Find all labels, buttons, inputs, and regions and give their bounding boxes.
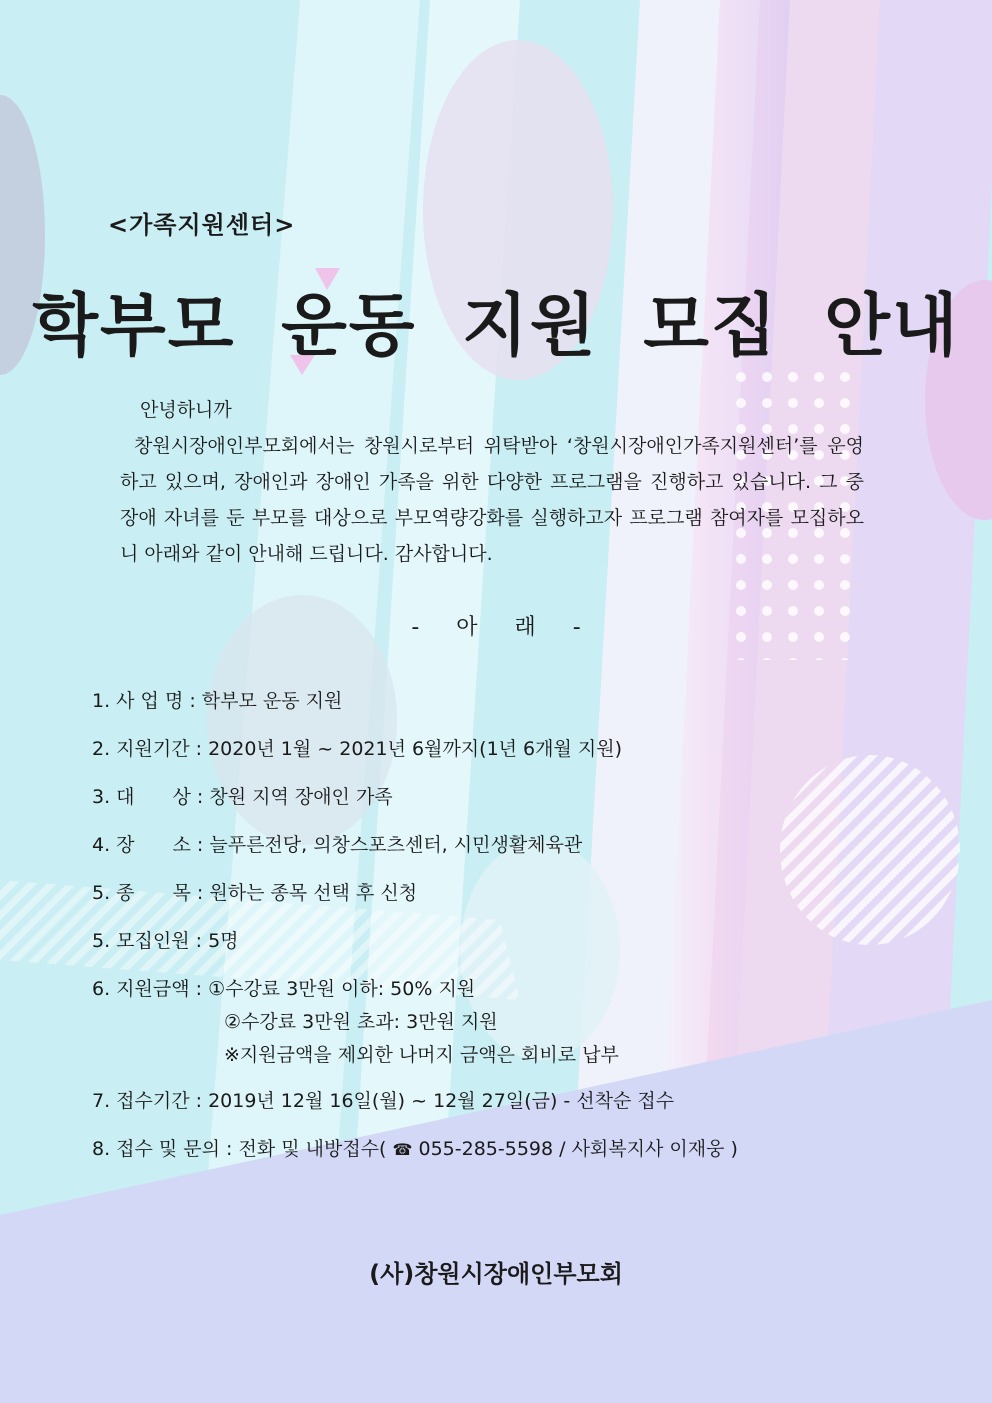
center-tag: <가족지원센터> [108, 211, 296, 239]
support-amount-line: 6. 지원금액 : ①수강료 3만원 이하: 50% 지원 [92, 978, 476, 1000]
contact-suffix: 055-285-5598 / 사회복지사 이재웅 ) [412, 1138, 738, 1160]
item-recruit-count: 5. 모집인원 : 5명 [92, 930, 239, 952]
item-business-name: 1. 사 업 명 : 학부모 운동 지원 [92, 690, 343, 712]
support-amount-sub1: ②수강료 3만원 초과: 3만원 지원 [224, 1011, 498, 1033]
item-location: 4. 장 소 : 늘푸른전당, 의창스포츠센터, 시민생활체육관 [92, 834, 583, 856]
contact-prefix: 8. 접수 및 문의 : 전화 및 내방접수( [92, 1138, 393, 1160]
item-target: 3. 대 상 : 창원 지역 장애인 가족 [92, 786, 393, 808]
item-application-period: 7. 접수기간 : 2019년 12월 16일(월) ~ 12월 27일(금) - 선착순 접수 [92, 1090, 675, 1112]
phone-icon: ☎ [392, 1140, 413, 1159]
support-amount-sub2: ※지원금액을 제외한 나머지 금액은 회비로 납부 [224, 1044, 619, 1066]
greeting: 안녕하니까 [140, 399, 232, 421]
intro-paragraph: 창원시장애인부모회에서는 창원시로부터 위탁받아 ‘창원시장애인가족지원센터’를 운영하고 있으며, 장애인과 장애인 가족을 위한 다양한 프로그램을 진행하고 있습니다. 그 중 장애 자녀를 둔 부모를 대상으로 부모역량강화를 실행하고자 프로그램 참여자를 모집하오니 아래와 같이 안내해 드립니다. 감사합니다. [120, 435, 864, 565]
organization-name: (사)창원시장애인부모회 [369, 1260, 623, 1288]
page-title: 학부모 운동 지원 모집 안내 [32, 287, 960, 366]
item-support-amount [92, 974, 619, 1067]
item-sport: 5. 종 목 : 원하는 종목 선택 후 신청 [92, 882, 418, 904]
item-support-period: 2. 지원기간 : 2020년 1월 ~ 2021년 6월까지(1년 6개월 지원) [92, 738, 623, 760]
notice-heading: - 아 래 - [411, 615, 581, 640]
item-contact [92, 1134, 738, 1161]
